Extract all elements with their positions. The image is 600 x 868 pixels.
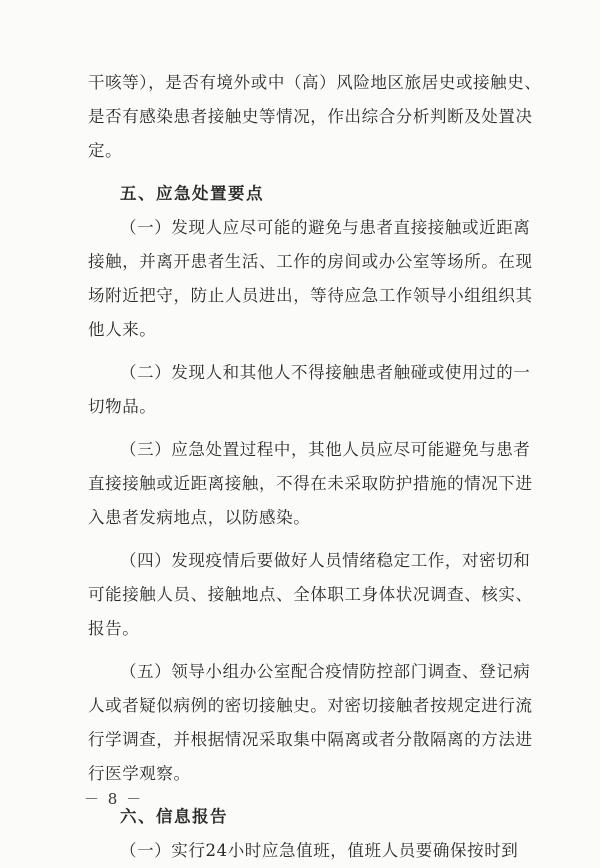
text-line: 是否有感染患者接触史等情况，作出综合分析判断及处置决 — [88, 107, 533, 126]
text-line: 人或者疑似病例的密切接触史。对密切接触者按规定进行流 — [88, 696, 533, 715]
text-line: （四）发现疫情后要做好人员情绪稳定工作，对密切和 — [120, 551, 531, 570]
section-heading: 五、应急处置要点 — [120, 184, 264, 203]
text-line: 行医学观察。 — [88, 764, 191, 783]
text-line: 入患者发病地点，以防感染。 — [88, 508, 311, 527]
section-heading: 六、信息报告 — [120, 807, 228, 826]
text-line: 他人来。 — [88, 320, 157, 339]
text-line: 切物品。 — [88, 397, 157, 416]
text-line: 报告。 — [88, 619, 140, 638]
text-line: 定。 — [88, 141, 123, 160]
text-line: 场附近把守，防止人员进出，等待应急工作领导小组组织其 — [88, 286, 533, 305]
text-line: 干咳等），是否有境外或中（高）风险地区旅居史或接触史、 — [88, 73, 542, 92]
text-line: （一）实行24小时应急值班，值班人员要确保按时到 — [120, 841, 519, 860]
text-line: 行学调查，并根据情况采取集中隔离或者分散隔离的方法进 — [88, 730, 533, 749]
document-body — [88, 66, 542, 868]
text-line: （二）发现人和其他人不得接触患者触碰或使用过的一 — [120, 363, 531, 382]
page-number-text: － 8 － — [84, 790, 144, 808]
text-line: （一）发现人应尽可能的避免与患者直接接触或近距离 — [120, 218, 531, 237]
text-line: 可能接触人员、接触地点、全体职工身体状况调查、核实、 — [88, 585, 533, 604]
text-line: （五）领导小组办公室配合疫情防控部门调查、登记病 — [120, 662, 531, 681]
text-line: 直接接触或近距离接触，不得在未采取防护措施的情况下进 — [88, 474, 533, 493]
text-line: 接触，并离开患者生活、工作的房间或办公室等场所。在现 — [88, 252, 533, 271]
page-number — [0, 788, 600, 809]
text-line: （三）应急处置过程中，其他人员应尽可能避免与患者 — [120, 440, 531, 459]
